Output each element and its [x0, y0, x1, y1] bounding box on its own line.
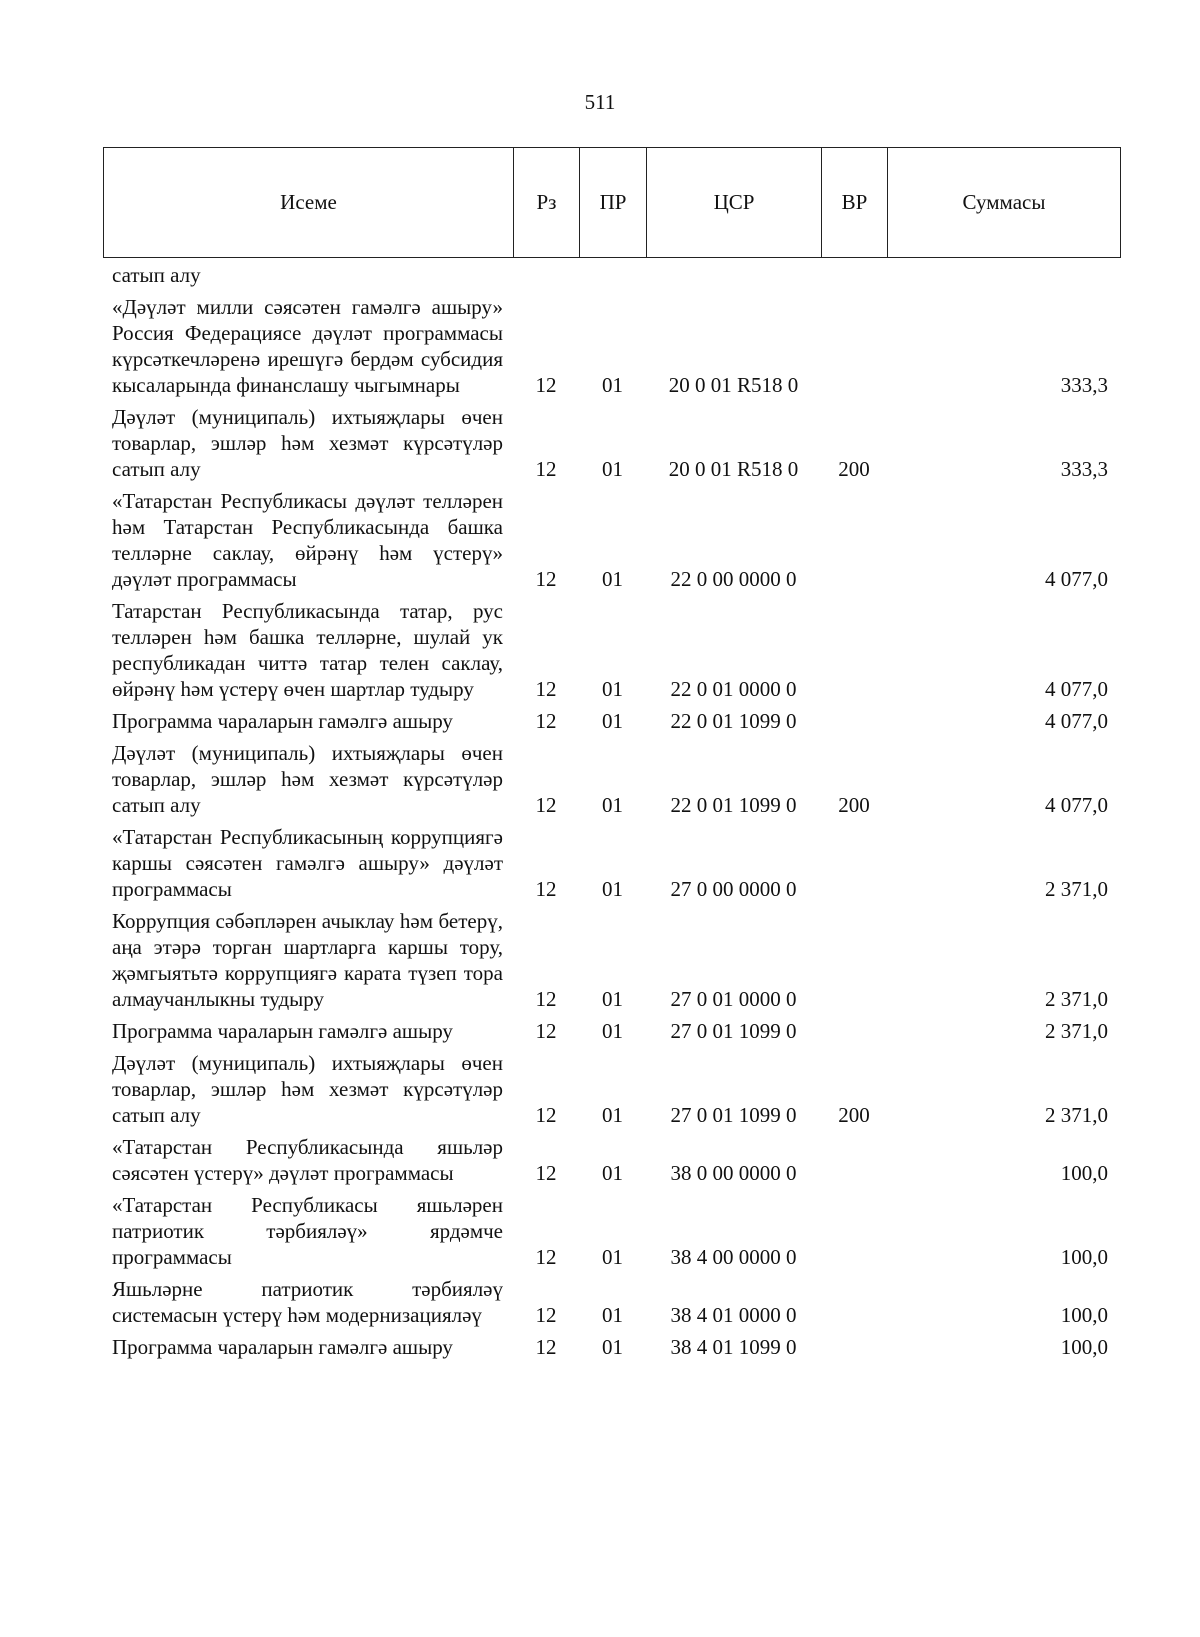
cell-rz: 12: [535, 1245, 557, 1269]
cell-name: «Татарстан Республикасы дәүләт телләрен һәм Татарстан Республикасында башка телләрне саклау, өйрәнү һәм үстерү» дәүләт программасы: [112, 489, 503, 591]
cell-csr: 22 0 01 1099 0: [670, 793, 797, 817]
cell-name: Коррупция сәбәпләрен ачыклау һәм бетерү, аңа этәрә торган шартларга каршы тору, җәмгыятьтә коррупциягә карата түзеп тора алмаучанлыкны тудыру: [112, 909, 503, 1011]
cell-sum: 2 371,0: [1045, 987, 1108, 1011]
cell-pr: 01: [602, 457, 623, 481]
cell-sum: 2 371,0: [1045, 1019, 1108, 1043]
cell-rz: 12: [535, 1161, 557, 1185]
cell-sum: 4 077,0: [1045, 709, 1108, 733]
cell-sum: 2 371,0: [1045, 877, 1108, 901]
cell-csr: 27 0 01 0000 0: [670, 987, 797, 1011]
table-row: [103, 702, 1120, 734]
cell-rz: 12: [535, 567, 557, 591]
cell-vr: 200: [838, 457, 870, 481]
cell-name: Яшьләрне патриотик тәрбияләү системасын үстерү һәм модернизацияләү: [112, 1277, 503, 1327]
cell-pr: 01: [602, 1303, 623, 1327]
header-vr: ВР: [822, 148, 888, 258]
cell-csr: 38 0 00 0000 0: [670, 1161, 797, 1185]
cell-sum: [887, 262, 1120, 288]
table-row: [103, 592, 1120, 702]
cell-name: «Татарстан Республикасында яшьләр сәясәтен үстерү» дәүләт программасы: [112, 1135, 503, 1185]
table-row: [103, 398, 1120, 482]
cell-vr: [821, 1328, 887, 1360]
table-row: [103, 818, 1120, 902]
table-row: [103, 1270, 1120, 1328]
cell-rz: 12: [535, 457, 557, 481]
cell-vr: [821, 1270, 887, 1328]
header-csr: ЦСР: [647, 148, 822, 258]
cell-pr: 01: [602, 567, 623, 591]
cell-sum: 100,0: [1060, 1303, 1108, 1327]
cell-name: «Дәүләт милли сәясәтен гамәлгә ашыру» Россия Федерациясе дәүләт программасы күрсәткечләренә ирешүгә бердәм субсидия кысаларында финанслашу чыгымнары: [112, 295, 503, 397]
cell-rz: [513, 262, 579, 288]
cell-name: сатып алу: [112, 263, 201, 287]
header-name: Исеме: [104, 148, 514, 258]
budget-table: [103, 262, 1120, 1360]
table-row: [103, 1044, 1120, 1128]
cell-vr: [821, 1128, 887, 1186]
cell-pr: 01: [602, 1335, 623, 1359]
table-row: [103, 1328, 1120, 1360]
cell-sum: 4 077,0: [1045, 567, 1108, 591]
cell-csr: 20 0 01 R518 0: [668, 373, 799, 397]
cell-csr: 22 0 00 0000 0: [670, 567, 797, 591]
cell-name: Дәүләт (муниципаль) ихтыяҗлары өчен товарлар, эшләр һәм хезмәт күрсәтүләр сатып алу: [112, 741, 503, 817]
table-row: [103, 902, 1120, 1012]
cell-rz: 12: [535, 1335, 557, 1359]
cell-sum: 333,3: [1060, 457, 1108, 481]
cell-vr: 200: [838, 793, 870, 817]
cell-pr: 01: [602, 1161, 623, 1185]
cell-vr: [821, 288, 887, 398]
cell-rz: 12: [535, 987, 557, 1011]
cell-sum: 100,0: [1060, 1335, 1108, 1359]
cell-csr: 27 0 01 1099 0: [670, 1019, 797, 1043]
page-number: 511: [584, 90, 616, 114]
cell-vr: [821, 902, 887, 1012]
cell-vr: [821, 1186, 887, 1270]
header-rz: Рз: [514, 148, 580, 258]
cell-csr: [646, 262, 821, 288]
table-row: [103, 734, 1120, 818]
cell-sum: 333,3: [1060, 373, 1108, 397]
cell-vr: [821, 1012, 887, 1044]
cell-pr: 01: [602, 987, 623, 1011]
table-row: [103, 1012, 1120, 1044]
cell-rz: 12: [535, 1303, 557, 1327]
cell-csr: 27 0 01 1099 0: [670, 1103, 797, 1127]
table-row: [103, 1186, 1120, 1270]
table-row: [103, 1128, 1120, 1186]
cell-name: «Татарстан Республикасы яшьләрен патриотик тәрбияләү» ярдәмче программасы: [112, 1193, 503, 1269]
cell-rz: 12: [535, 1103, 557, 1127]
cell-pr: [579, 262, 646, 288]
cell-rz: 12: [535, 1019, 557, 1043]
cell-pr: 01: [602, 1103, 623, 1127]
cell-rz: 12: [535, 677, 557, 701]
table-body: [103, 262, 1120, 1360]
cell-vr: 200: [838, 1103, 870, 1127]
cell-name: «Татарстан Республикасының коррупциягә каршы сәясәтен гамәлгә ашыру» дәүләт программасы: [112, 825, 503, 901]
header-sum: Суммасы: [888, 148, 1121, 258]
cell-name: Программа чараларын гамәлгә ашыру: [112, 709, 453, 733]
cell-name: Дәүләт (муниципаль) ихтыяҗлары өчен товарлар, эшләр һәм хезмәт күрсәтүләр сатып алу: [112, 1051, 503, 1127]
table-row: [103, 288, 1120, 398]
cell-rz: 12: [535, 373, 557, 397]
cell-sum: 4 077,0: [1045, 677, 1108, 701]
table-row: [103, 262, 1120, 288]
cell-vr: [821, 702, 887, 734]
cell-csr: 27 0 00 0000 0: [670, 877, 797, 901]
cell-sum: 2 371,0: [1045, 1103, 1108, 1127]
cell-pr: 01: [602, 709, 623, 733]
cell-rz: 12: [535, 877, 557, 901]
cell-sum: 4 077,0: [1045, 793, 1108, 817]
table-header: [103, 147, 1121, 258]
cell-vr: [821, 482, 887, 592]
cell-csr: 38 4 00 0000 0: [670, 1245, 797, 1269]
cell-csr: 22 0 01 0000 0: [670, 677, 797, 701]
cell-pr: 01: [602, 677, 623, 701]
cell-sum: 100,0: [1060, 1161, 1108, 1185]
cell-vr: [821, 818, 887, 902]
cell-pr: 01: [602, 877, 623, 901]
cell-csr: 22 0 01 1099 0: [670, 709, 797, 733]
cell-pr: 01: [602, 1019, 623, 1043]
cell-rz: 12: [535, 709, 557, 733]
cell-name: Программа чараларын гамәлгә ашыру: [112, 1019, 453, 1043]
cell-name: Программа чараларын гамәлгә ашыру: [112, 1335, 453, 1359]
cell-csr: 20 0 01 R518 0: [668, 457, 799, 481]
cell-rz: 12: [535, 793, 557, 817]
cell-pr: 01: [602, 1245, 623, 1269]
table-row: [103, 482, 1120, 592]
cell-pr: 01: [602, 373, 623, 397]
cell-name: Татарстан Республикасында татар, рус телләрен һәм башка телләрне, шулай ук республикадан читтә татар телен саклау, өйрәнү һәм үстерү өчен шартлар тудыру: [112, 599, 503, 701]
cell-vr: [821, 592, 887, 702]
cell-name: Дәүләт (муниципаль) ихтыяҗлары өчен товарлар, эшләр һәм хезмәт күрсәтүләр сатып алу: [112, 405, 503, 481]
cell-csr: 38 4 01 0000 0: [670, 1303, 797, 1327]
cell-vr: [821, 262, 887, 288]
cell-pr: 01: [602, 793, 623, 817]
cell-csr: 38 4 01 1099 0: [670, 1335, 797, 1359]
cell-sum: 100,0: [1060, 1245, 1108, 1269]
header-pr: ПР: [580, 148, 647, 258]
